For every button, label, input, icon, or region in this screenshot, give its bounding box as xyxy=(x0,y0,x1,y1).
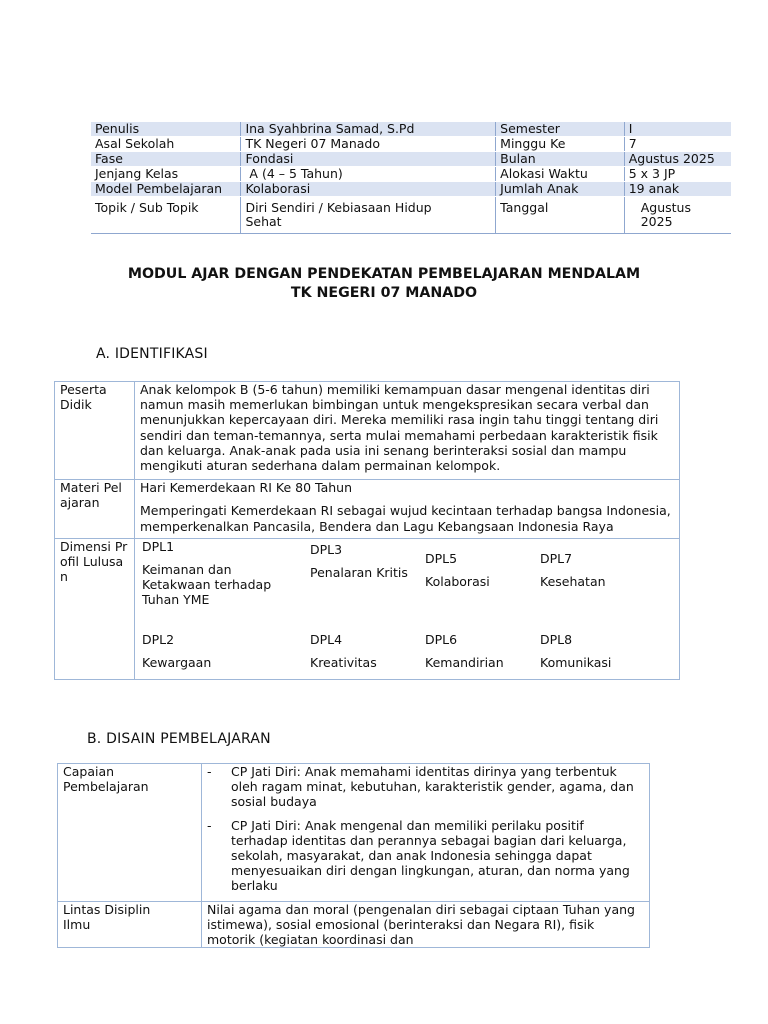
dpl-name: Komunikasi xyxy=(540,655,612,671)
dpl-item xyxy=(142,539,292,608)
capaian-cell xyxy=(202,764,650,902)
capaian-item-text: CP Jati Diri: Anak memahami identitas dirinya yang terbentuk oleh ragam minat, kebutuhan, karakteristik gender, agama, dan sosial budaya xyxy=(231,764,634,810)
info-value: 7 xyxy=(624,137,731,152)
info-value: Kolaborasi xyxy=(241,182,496,197)
dpl-name: Kewargaan xyxy=(142,655,212,671)
dpl-code: DPL7 xyxy=(540,550,573,566)
dpl-code: DPL1 xyxy=(142,538,175,554)
info-key: Tanggal xyxy=(496,197,625,234)
dpl-item xyxy=(540,551,650,589)
lintas-disiplin-text: Nilai agama dan moral (pengenalan diri sebagai ciptaan Tuhan yang istimewa), sosial emosional (berinteraksi dan Negara RI), fisik motorik (kegiatan koordinasi dan xyxy=(202,901,650,948)
peserta-didik-label: Peserta Didik xyxy=(55,382,135,480)
design-row-capaian xyxy=(58,764,650,902)
identification-table xyxy=(54,381,680,680)
dpl-item xyxy=(142,632,292,670)
info-value: 5 x 3 JP xyxy=(624,167,731,182)
dpl-name: Penalaran Kritis xyxy=(310,565,408,581)
dpl-item xyxy=(310,632,420,670)
dpl-cell xyxy=(135,538,680,679)
info-key: Jumlah Anak xyxy=(496,182,625,197)
info-table xyxy=(91,122,731,234)
info-key: Topik / Sub Topik xyxy=(91,197,241,234)
dimensi-profil-label xyxy=(55,538,135,679)
info-value: Diri Sendiri / Kebiasaan Hidup Sehat xyxy=(241,197,496,234)
lintas-disiplin-label: Lintas Disiplin Ilmu xyxy=(58,901,202,948)
capaian-item-text: CP Jati Diri: Anak mengenal dan memiliki perilaku positif terhadap identitas dan perannya sebagai bagian dari keluarga, sekolah, masyarakat, dan anak Indonesia sehingga dapat menyesuaikan diri dengan lingkungan, aturan, dan norma yang berlaku xyxy=(231,817,630,894)
dpl-item xyxy=(540,632,650,670)
info-value: TK Negeri 07 Manado xyxy=(241,137,496,152)
dpl-name: Kolaborasi xyxy=(425,574,490,590)
info-key: Penulis xyxy=(91,122,241,137)
section-heading-identifikasi: A. IDENTIFIKASI xyxy=(96,346,208,362)
title-line-1: MODUL AJAR DENGAN PENDEKATAN PEMBELAJARAN MENDALAM xyxy=(127,266,641,282)
dpl-code: DPL5 xyxy=(425,550,458,566)
title-line-2: TK NEGERI 07 MANADO xyxy=(290,285,478,301)
design-row-lintas xyxy=(58,901,650,948)
info-value: A (4 – 5 Tahun) xyxy=(241,167,496,182)
dash-bullet: - xyxy=(207,764,212,779)
dpl-code: DPL8 xyxy=(540,631,573,647)
dpl-code: DPL6 xyxy=(425,631,458,647)
document-title xyxy=(0,265,768,303)
info-row xyxy=(91,122,731,137)
dpl-name: Kesehatan xyxy=(540,574,606,590)
dpl-grid xyxy=(135,539,679,679)
info-key: Fase xyxy=(91,152,241,167)
design-table xyxy=(57,763,650,948)
info-value: Fondasi xyxy=(241,152,496,167)
capaian-item xyxy=(207,764,643,810)
info-row xyxy=(91,197,731,234)
dpl-item xyxy=(425,632,535,670)
dpl-name: Kreativitas xyxy=(310,655,377,671)
info-key: Model Pembelajaran xyxy=(91,182,241,197)
materi-pelajaran-label xyxy=(55,480,135,539)
info-value: Agustus 2025 xyxy=(624,152,731,167)
dpl-name: Kemandirian xyxy=(425,655,504,671)
materi-text: Memperingati Kemerdekaan RI sebagai wujud kecintaan terhadap bangsa Indonesia, memperkenalkan Pancasila, Bendera dan Lagu Kebangsaan Indonesia Raya xyxy=(140,503,671,534)
dpl-code: DPL3 xyxy=(310,541,343,557)
info-key: Asal Sekolah xyxy=(91,137,241,152)
info-value: Ina Syahbrina Samad, S.Pd xyxy=(241,122,496,137)
dpl-item xyxy=(425,551,535,589)
capaian-label: Capaian Pembelajaran xyxy=(58,764,202,902)
dpl-code: DPL2 xyxy=(142,631,175,647)
info-value: Agustus 2025 xyxy=(624,197,731,234)
dash-bullet: - xyxy=(207,817,212,833)
info-value: 19 anak xyxy=(624,182,731,197)
dpl-code: DPL4 xyxy=(310,631,343,647)
dpl-name: Keimanan dan Ketakwaan terhadap Tuhan YME xyxy=(142,562,272,608)
info-value: I xyxy=(624,122,731,137)
info-key: Minggu Ke xyxy=(496,137,625,152)
info-row xyxy=(91,167,731,182)
info-row xyxy=(91,152,731,167)
peserta-didik-text: Anak kelompok B (5-6 tahun) memiliki kemampuan dasar mengenal identitas diri namun masih memerlukan bimbingan untuk mengekspresikan secara verbal dan menunjukkan kepercayaan diri. Mereka memiliki rasa ingin tahu tinggi tentang diri sendiri dan teman-temannya, serta mulai memahami perbedaan karakteristik fisik dan keluarga. Anak-anak pada usia ini senang berinteraksi sosial dan mampu mengikuti aturan sederhana dalam permainan kelompok. xyxy=(135,382,680,480)
dimensi-profil-label-text: Dimensi Profil Lulusan xyxy=(60,538,128,585)
materi-pelajaran-label-text: Materi Pelajaran xyxy=(60,480,122,511)
info-row xyxy=(91,182,731,197)
dpl-item xyxy=(310,542,420,580)
info-key: Bulan xyxy=(496,152,625,167)
info-row xyxy=(91,137,731,152)
ident-row-dimensi xyxy=(55,538,680,679)
info-key: Jenjang Kelas xyxy=(91,167,241,182)
section-heading-disain: B. DISAIN PEMBELAJARAN xyxy=(87,731,271,747)
ident-row-materi xyxy=(55,480,680,539)
materi-pelajaran-cell xyxy=(135,480,680,539)
info-key: Alokasi Waktu xyxy=(496,167,625,182)
info-key: Semester xyxy=(496,122,625,137)
ident-row-peserta xyxy=(55,382,680,480)
capaian-item xyxy=(207,818,643,894)
materi-title: Hari Kemerdekaan RI Ke 80 Tahun xyxy=(140,480,353,496)
